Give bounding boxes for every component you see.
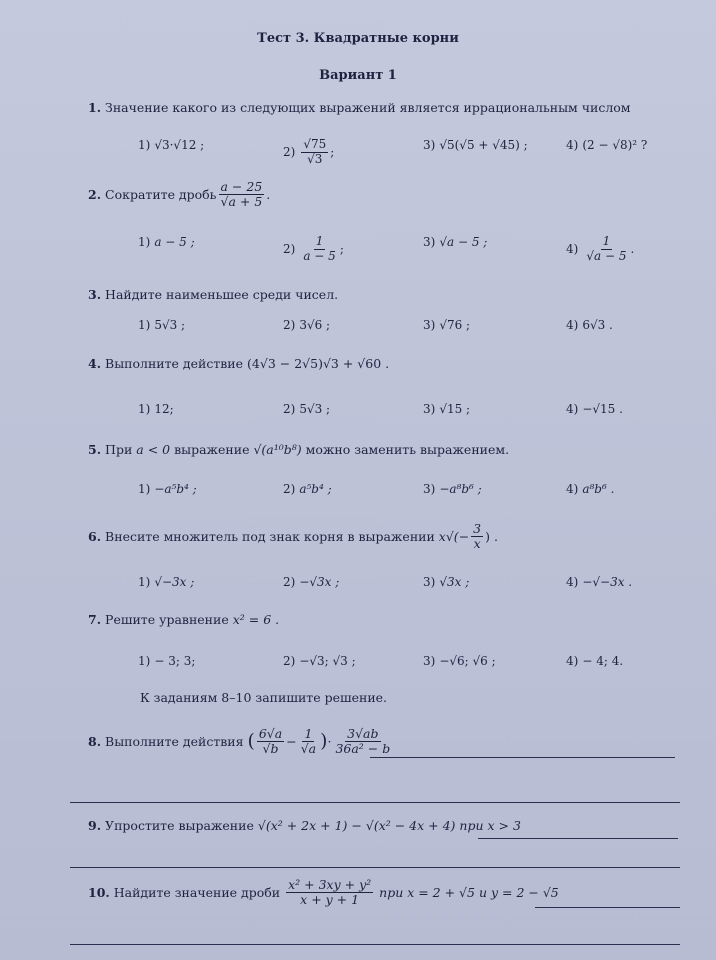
option-1: 1) 12; <box>138 402 174 416</box>
answer-line[interactable] <box>70 944 680 945</box>
option-expression: 3√6 ; <box>299 318 331 332</box>
question-9 <box>88 818 676 833</box>
fraction: $\frac{1}{a - 5}$ <box>303 234 336 263</box>
question-6: 6. Внесите множитель под знак корня в выражении x√(− $\frac{3}{x}$ ) . <box>88 521 498 552</box>
option-3: 3) √76 ; <box>423 318 471 332</box>
condition: a < 0 <box>136 442 171 457</box>
question-text: Решите уравнение <box>105 612 229 627</box>
option-expression: √3·√12 ; <box>154 138 205 152</box>
question-number: 1. <box>88 100 102 115</box>
question-number: 9. <box>88 818 102 833</box>
option-expression: √76 ; <box>439 318 471 332</box>
option-3: 3) √5(√5 + √45) ; <box>423 138 528 152</box>
question-number: 4. <box>88 356 102 371</box>
question-7-options <box>0 654 716 684</box>
question-5: 5. При a < 0 выражение √(a¹⁰b⁸) можно заменить выражением. <box>88 442 510 457</box>
answer-line[interactable] <box>478 838 678 839</box>
option-2: 2) a⁵b⁴ ; <box>283 482 332 496</box>
question-text: Упростите выражение <box>105 818 254 833</box>
answer-line[interactable] <box>70 867 680 868</box>
option-1: 1) 5√3 ; <box>138 318 186 332</box>
option-expression: a⁵b⁴ ; <box>299 482 332 496</box>
option-1: 1) √−3x ; <box>138 575 195 589</box>
math-expression: x² = 6 . <box>232 612 280 627</box>
question-text: Выполните действия <box>105 734 244 750</box>
option-expression: −√3x ; <box>299 575 340 589</box>
option-3: 3) √a − 5 ; <box>423 235 488 249</box>
math-expression: √(x² + 2x + 1) − √(x² − 4x + 4) <box>257 818 456 833</box>
option-4: 4) − 4; 4. <box>566 654 624 668</box>
question-number: 8. <box>88 734 102 750</box>
question-2-options <box>0 235 716 265</box>
answer-line[interactable] <box>370 757 675 758</box>
option-2: 2) $\frac{√75}{√3}$ ; <box>283 137 335 166</box>
option-expression: −√−3x . <box>582 575 633 589</box>
option-1: 1) a − 5 ; <box>138 235 195 249</box>
question-4-options <box>0 402 716 432</box>
option-expression: √15 ; <box>439 402 471 416</box>
question-6-options <box>0 575 716 605</box>
option-2: 2) −√3x ; <box>283 575 340 589</box>
question-8: 8. Выполните действия ( $\frac{6√a}{√b}$ − $\frac{1}{√a}$ ) · $\frac{3√ab}{\text{36a² − b}}$ <box>88 726 391 757</box>
condition: при x = 2 + √5 и y = 2 − √5 <box>379 885 559 901</box>
answer-line[interactable] <box>70 802 680 803</box>
math-expression: (4√3 − 2√5)√3 + √60 . <box>247 356 390 371</box>
option-expression: 12; <box>154 402 174 416</box>
option-expression: √3x ; <box>439 575 470 589</box>
option-expression: (2 − √8)² ? <box>582 138 648 152</box>
question-text: Найдите наименьшее среди чисел. <box>105 287 339 302</box>
question-text: Сократите дробь <box>105 187 217 203</box>
question-text: Внесите множитель под знак корня в выражении <box>105 529 435 545</box>
option-2: 2) $\frac{1}{a - 5}$ ; <box>283 234 344 263</box>
fraction: $\frac{1}{√a - 5}$ <box>586 234 627 263</box>
option-2: 2) 3√6 ; <box>283 318 331 332</box>
option-expression: a⁸b⁶ . <box>582 482 615 496</box>
question-text: Найдите значение дроби <box>113 885 281 901</box>
answer-line[interactable] <box>535 907 680 908</box>
question-text: Выполните действие <box>105 356 244 371</box>
option-expression: −a⁵b⁴ ; <box>154 482 197 496</box>
option-1: 1) − 3; 3; <box>138 654 196 668</box>
question-text: Значение какого из следующих выражений является иррациональным числом <box>105 100 631 115</box>
instruction-note: К заданиям 8–10 запишите решение. <box>140 690 388 705</box>
fraction: $\frac{√75}{√3}$ <box>303 137 327 166</box>
option-3: 3) −a⁸b⁶ ; <box>423 482 482 496</box>
option-expression: −a⁸b⁶ ; <box>439 482 482 496</box>
question-number: 3. <box>88 287 102 302</box>
question-4 <box>88 356 676 371</box>
fraction: $\frac{1}{√a}$ <box>300 726 317 757</box>
question-3-options <box>0 318 716 348</box>
option-4: 4) $\frac{1}{√a - 5}$ . <box>566 234 635 263</box>
question-10 <box>88 878 559 908</box>
option-3: 3) −√6; √6 ; <box>423 654 496 668</box>
option-4: 4) (2 − √8)² ? <box>566 138 648 152</box>
question-3 <box>88 287 676 302</box>
option-2: 2) 5√3 ; <box>283 402 331 416</box>
question-number: 6. <box>88 529 102 545</box>
fraction: $\frac{3√ab}{\text{36a² − b}}$ <box>335 726 391 757</box>
option-4: 4) −√15 . <box>566 402 623 416</box>
option-expression: 5√3 ; <box>154 318 186 332</box>
variant-title: Вариант 1 <box>319 68 397 83</box>
question-number: 10. <box>88 885 110 901</box>
option-1: 1) −a⁵b⁴ ; <box>138 482 197 496</box>
question-number: 2. <box>88 187 102 203</box>
question-7 <box>88 612 676 627</box>
test-title: Тест 3. Квадратные корни <box>257 31 459 46</box>
option-expression: − 3; 3; <box>154 654 196 668</box>
question-1-options <box>0 138 716 168</box>
condition: при x > 3 <box>459 818 521 833</box>
option-2: 2) −√3; √3 ; <box>283 654 356 668</box>
option-expression: 6√3 . <box>582 318 613 332</box>
question-number: 7. <box>88 612 102 627</box>
option-expression: √−3x ; <box>154 575 195 589</box>
question-2: 2. Сократите дробь $\frac{a - 25}{√a + 5}$ . <box>88 179 271 210</box>
option-expression: √5(√5 + √45) ; <box>439 138 528 152</box>
option-expression: 5√3 ; <box>299 402 331 416</box>
option-expression: − 4; 4. <box>582 654 624 668</box>
option-3: 3) √3x ; <box>423 575 470 589</box>
option-4: 4) −√−3x . <box>566 575 633 589</box>
option-expression: a − 5 ; <box>154 235 195 249</box>
option-4: 4) a⁸b⁶ . <box>566 482 615 496</box>
math-expression: √(a¹⁰b⁸) <box>253 442 302 457</box>
question-1 <box>88 100 676 115</box>
option-4: 4) 6√3 . <box>566 318 613 332</box>
option-expression: √a − 5 ; <box>439 235 488 249</box>
option-expression: −√15 . <box>582 402 623 416</box>
question-number: 5. <box>88 442 102 457</box>
option-1: 1) √3·√12 ; <box>138 138 205 152</box>
fraction: $\frac{3}{x}$ <box>473 521 482 552</box>
option-expression: −√3; √3 ; <box>299 654 356 668</box>
fraction: $\frac{a - 25}{√a + 5}$ <box>220 179 263 210</box>
option-3: 3) √15 ; <box>423 402 471 416</box>
fraction: $\frac{\text{x² + 3xy + y²}}{x + y + 1}$ <box>288 877 372 908</box>
fraction: $\frac{6√a}{√b}$ <box>258 726 283 757</box>
option-expression: −√6; √6 ; <box>439 654 496 668</box>
question-5-options <box>0 482 716 512</box>
